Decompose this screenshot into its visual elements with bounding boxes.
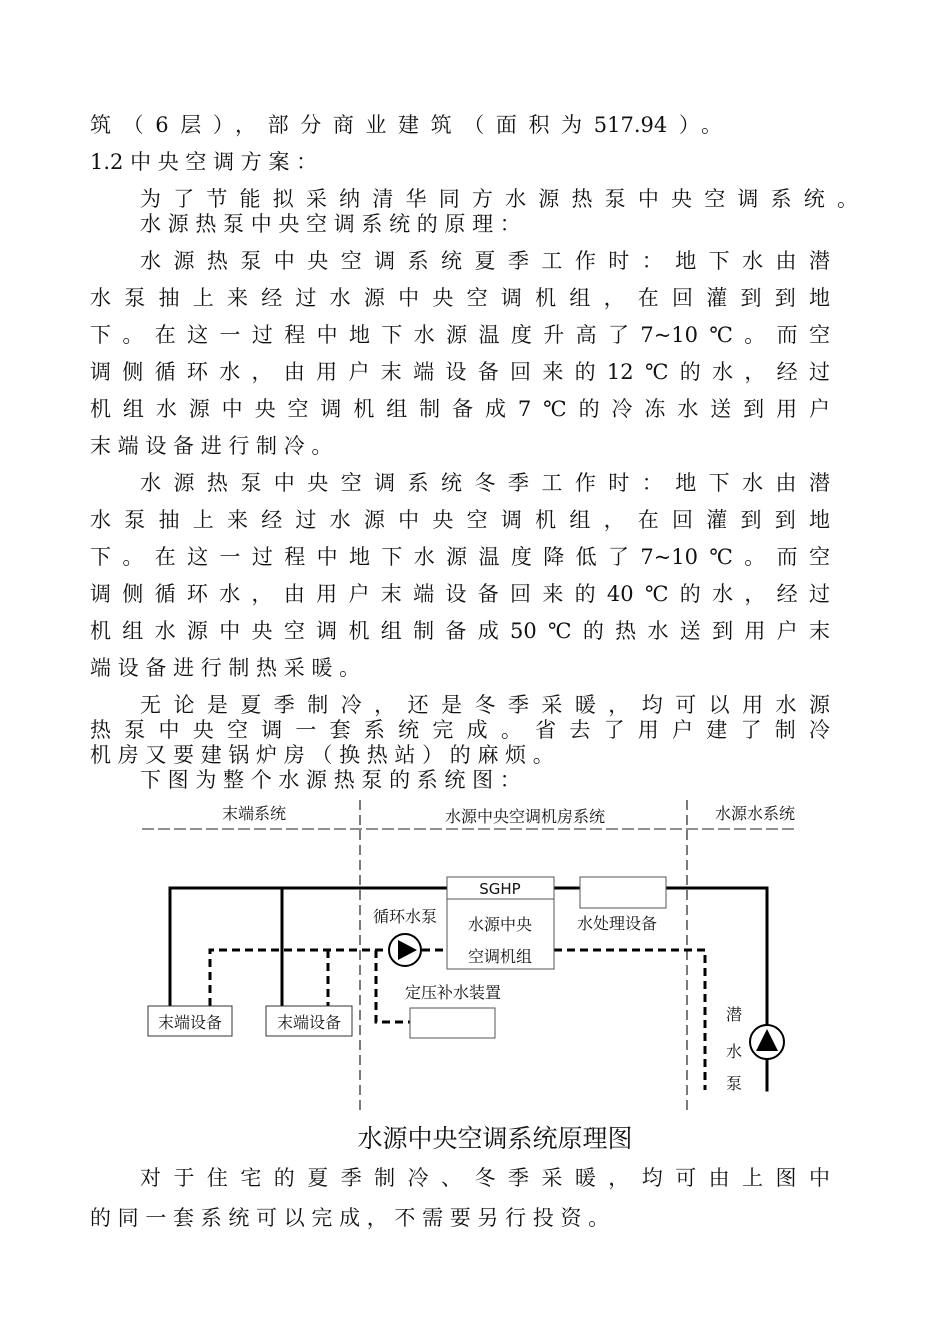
text-line: 的 同 一 套 系 统 可 以 完 成 ， 不 需 要 另 行 投 资 。: [90, 1206, 610, 1230]
text-line: 水源热泵中央空调系统夏季工作时：地下水由潜: [140, 249, 830, 273]
unit-label: 水源中央: [467, 915, 533, 934]
terminal-device-label: 末端设备: [276, 1013, 342, 1032]
text-line: 下。在这一过程中地下水源温度降低了7~10℃。而空: [90, 545, 830, 569]
section-label-plant: 水源中央空调机房系统: [444, 807, 606, 826]
terminal-device-label: 末端设备: [157, 1013, 223, 1032]
pressure-device-box: [410, 1008, 495, 1038]
sghp-label: SGHP: [479, 880, 521, 898]
text-line: 末 端 设 备 进 行 制 冷 。: [90, 434, 333, 458]
section-label-terminal: 末端系统: [221, 804, 287, 823]
text-line: 为了节能拟采纳清华同方水源热泵中央空调系统。: [140, 187, 858, 211]
circulation-pump-label: 循环水泵: [372, 907, 438, 926]
text-line: 机 房 又 要 建 锅 炉 房 （ 换 热 站 ） 的 麻 烦 。: [90, 743, 554, 767]
section-label-water: 水源水系统: [714, 804, 796, 823]
text-line: 无论是夏季制冷，还是冬季采暖，均可以用水源: [140, 693, 830, 717]
text-line: 对于住宅的夏季制冷、冬季采暖，均可由上图中: [140, 1166, 830, 1190]
unit-label: 空调机组: [467, 947, 533, 966]
text-line: 机组水源中央空调机组制备成50℃的热水送到用户末: [90, 619, 830, 643]
text-line: 水 源 热 泵 中 央 空 调 系 统 的 原 理 ：: [140, 212, 521, 236]
diagram-caption: 水源中央空调系统原理图: [357, 1124, 633, 1153]
text-line: 调侧循环水，由用户末端设备回来的12℃的水，经过: [90, 360, 830, 384]
text-line: 下。在这一过程中地下水源温度升高了7~10℃。而空: [90, 323, 830, 347]
text-line: 水泵抽上来经过水源中央空调机组，在回灌到到地: [90, 508, 830, 532]
water-treatment-label: 水处理设备: [576, 914, 658, 933]
text-line: 下 图 为 整 个 水 源 热 泵 的 系 统 图 ：: [140, 768, 521, 792]
section-heading: 1.2 中 央 空 调 方 案 ：: [90, 150, 318, 174]
text-line: 调侧循环水，由用户末端设备回来的40℃的水，经过: [90, 582, 830, 606]
text-line: 水泵抽上来经过水源中央空调机组，在回灌到到地: [90, 286, 830, 310]
submersible-pump-label: 水: [725, 1042, 743, 1061]
pressure-device-label: 定压补水装置: [404, 983, 502, 1002]
submersible-pump-label: 泵: [725, 1074, 743, 1093]
text-line: 水源热泵中央空调系统冬季工作时：地下水由潜: [140, 471, 830, 495]
submersible-pump-label: 潜: [725, 1005, 743, 1024]
water-treatment-box: [580, 877, 666, 908]
text-line: 端 设 备 进 行 制 热 采 暖 。: [90, 656, 361, 680]
text-line: 热泵中央空调一套系统完成。省去了用户建了制冷: [90, 718, 830, 742]
text-line: 筑（6层），部分商业建筑（面积为517.94）。: [90, 113, 722, 137]
text-line: 机组水源中央空调机组制备成7℃的冷冻水送到用户: [90, 397, 830, 421]
